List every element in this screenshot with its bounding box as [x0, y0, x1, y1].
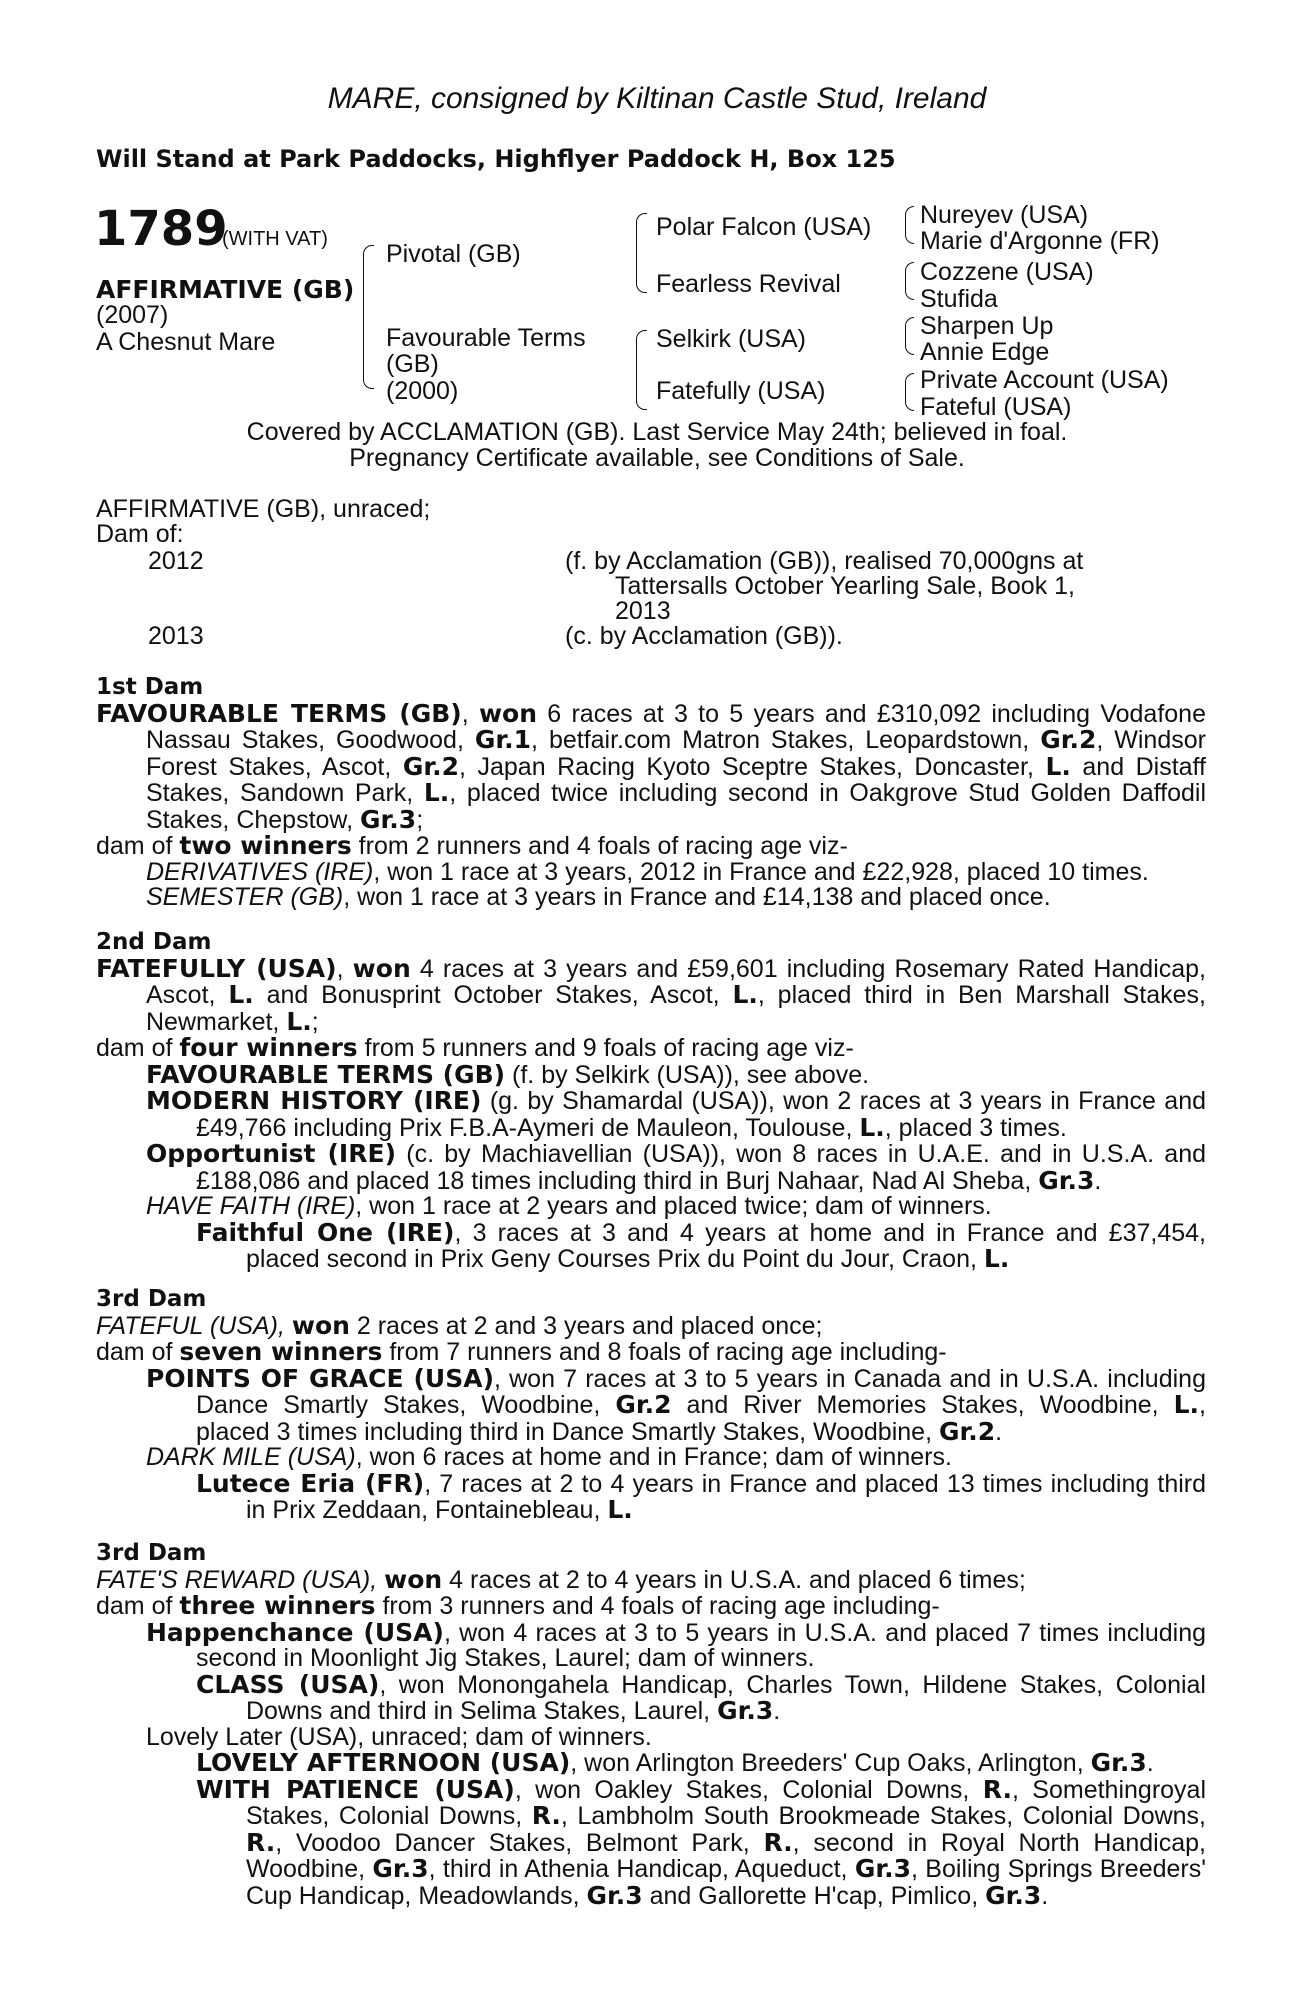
fourth-dam-section: 3rd Dam FATE'S REWARD (USA), won 4 races at 2 to 4 years in U.S.A. and placed 6 times; dam of three winners from 3 runners and 4 foals of racing age including- Happenchance (USA), won 4 races at 3 to 5 years in U.S.A. and placed 7 times including second in Moonlight Jig Stakes, Laurel; dam of winners. CLASS (USA), won Monongahela Handicap, Charles Town, Hildene Stakes, Colonial Downs and third in Selima Stakes, Laurel, Gr.3. Lovely Later (USA), unraced; dam of winners. LOVELY AFTERNOON (USA), won Arlington Breeders' Cup Oaks, Arlington, Gr.3. WITH PATIENCE (USA), won Oakley Stakes, Colonial Downs, R., Somethingroyal Stakes, Colonial Downs, R., Lambholm South Brookmeade Stakes, Colonial Downs, R., Voodoo Dancer Stakes, Belmont Park, R., second in Royal North Handicap, Woodbine, Gr.3, third in Athenia Handicap, Aqueduct, Gr.3, Boiling Springs Breeders' Cup Handicap, Meadowlands, Gr.3 and Gallorette H'cap, Pimlico, Gr.3.: [96, 1540, 1207, 1910]
dam-name: FAVOURABLE TERMS (GB): [96, 698, 462, 728]
covered-line: Covered by ACCLAMATION (GB). Last Service May 24th; believed in foal.: [246, 418, 1068, 446]
pedigree-dam-sire: Selkirk (USA): [656, 325, 807, 353]
pedigree-bracket-sire: [636, 213, 647, 293]
section-heading: 1st Dam: [96, 674, 204, 700]
pedigree-bracket-dd: [905, 373, 914, 411]
pedigree-dds: Private Account (USA): [920, 366, 1169, 394]
produce-2012-line1: (f. by Acclamation (GB)), realised 70,000gns at: [565, 547, 1084, 575]
pedigree-sds: Cozzene (USA): [920, 258, 1094, 286]
consignor-title: MARE, consigned by Kiltinan Castle Stud, Ireland: [327, 82, 987, 115]
horse-name: AFFIRMATIVE (GB): [96, 275, 355, 304]
dam-name: FATE'S REWARD (USA),: [96, 1565, 378, 1594]
pedigree-bracket-dam: [636, 330, 647, 410]
pedigree-sire: Pivotal (GB): [386, 240, 521, 268]
pedigree-sss: Nureyev (USA): [920, 201, 1089, 229]
produce-intro: AFFIRMATIVE (GB), unraced;: [96, 495, 431, 523]
pedigree-ddd: Fateful (USA): [920, 393, 1072, 421]
second-dam-section: 2nd Dam FATEFULLY (USA), won 4 races at 3 years and £59,601 including Rosemary Rated Handicap, Ascot, L. and Bonusprint October Stakes, Ascot, L., placed third in Ben Marshall Stakes, Newmarket, L.; dam of four winners from 5 runners and 9 foals of racing age viz- FAVOURABLE TERMS (GB) (f. by Selkirk (USA)), see above. MODERN HISTORY (IRE) (g. by Shamardal (USA)), won 2 races at 3 years in France and £49,766 including Prix F.B.A-Aymeri de Mauleon, Toulouse, L., placed 3 times. Opportunist (IRE) (c. by Machiavellian (USA)), won 8 races in U.A.E. and in U.S.A. and £188,086 and placed 18 times including third in Burj Nahaar, Nad Al Sheba, Gr.3. HAVE FAITH (IRE), won 1 race at 2 years and placed twice; dam of winners. Faithful One (IRE), 3 races at 3 and 4 years at home and in France and £37,454, placed second in Prix Geny Courses Prix du Point du Jour, Craon, L.: [96, 929, 1207, 1273]
pregnancy-line: Pregnancy Certificate available, see Conditions of Sale.: [349, 444, 965, 472]
section-heading: 2nd Dam: [96, 929, 212, 955]
third-dam-section: 3rd Dam FATEFUL (USA), won 2 races at 2 and 3 years and placed once; dam of seven winners from 7 runners and 8 foals of racing age including- POINTS OF GRACE (USA), won 7 races at 3 to 5 years in Canada and in U.S.A. including Dance Smartly Stakes, Woodbine, Gr.2 and River Memories Stakes, Woodbine, L., placed 3 times including third in Dance Smartly Stakes, Woodbine, Gr.2. DARK MILE (USA), won 6 races at home and in France; dam of winners. Lutece Eria (FR), 7 races at 2 to 4 years in France and placed 13 times including third in Prix Zeddaan, Fontainebleau, L.: [96, 1286, 1207, 1524]
lot-number: 1789: [94, 201, 228, 257]
foaled-year: (2007): [96, 301, 169, 329]
dam-name: FATEFULLY (USA): [96, 953, 337, 983]
pedigree-dss: Sharpen Up: [920, 312, 1054, 340]
pedigree-dam-year: (2000): [386, 377, 459, 405]
pedigree-bracket-gen1: [363, 245, 374, 389]
produce-damof: Dam of:: [96, 520, 184, 548]
vat-note: (WITH VAT): [222, 228, 328, 250]
first-dam-section: 1st Dam FAVOURABLE TERMS (GB), won 6 races at 3 to 5 years and £310,092 including Vodafone Nassau Stakes, Goodwood, Gr.1, betfair.com Matron Stakes, Leopardstown, Gr.2, Windsor Forest Stakes, Ascot, Gr.2, Japan Racing Kyoto Sceptre Stakes, Doncaster, L. and Distaff Stakes, Sandown Park, L., placed twice including second in Oakgrove Stud Golden Daffodil Stakes, Chepstow, Gr.3; dam of two winners from 2 runners and 4 foals of racing age viz- DERIVATIVES (IRE), won 1 race at 3 years, 2012 in France and £22,928, placed 10 times. SEMESTER (GB), won 1 race at 3 years in France and £14,138 and placed once.: [96, 674, 1206, 911]
stand-location: Will Stand at Park Paddocks, Highflyer Paddock H, Box 125: [96, 145, 896, 173]
pedigree-sdd: Stufida: [920, 285, 998, 313]
pedigree-dam-dam: Fatefully (USA): [656, 377, 826, 405]
pedigree-dam-country: (GB): [386, 350, 439, 378]
pedigree-sire-dam: Fearless Revival: [656, 270, 841, 298]
dam-name: FATEFUL (USA),: [96, 1311, 285, 1340]
produce-2012-line2: Tattersalls October Yearling Sale, Book 1,: [615, 572, 1075, 600]
produce-2012-line3: 2013: [615, 597, 671, 625]
pedigree-dam: Favourable Terms: [386, 324, 586, 352]
produce-year-2012: 2012: [148, 547, 204, 575]
section-heading: 3rd Dam: [96, 1540, 207, 1566]
pedigree-ssd: Marie d'Argonne (FR): [920, 227, 1160, 255]
pedigree-dsd: Annie Edge: [920, 338, 1050, 366]
produce-2013-line: (c. by Acclamation (GB)).: [565, 622, 843, 650]
pedigree-bracket-ds: [905, 317, 914, 355]
pedigree-bracket-ss: [905, 206, 914, 244]
produce-year-2013: 2013: [148, 622, 204, 650]
section-heading: 3rd Dam: [96, 1286, 207, 1312]
horse-description: A Chesnut Mare: [96, 328, 276, 356]
pedigree-bracket-sd: [905, 262, 914, 300]
pedigree-sire-sire: Polar Falcon (USA): [656, 213, 872, 241]
